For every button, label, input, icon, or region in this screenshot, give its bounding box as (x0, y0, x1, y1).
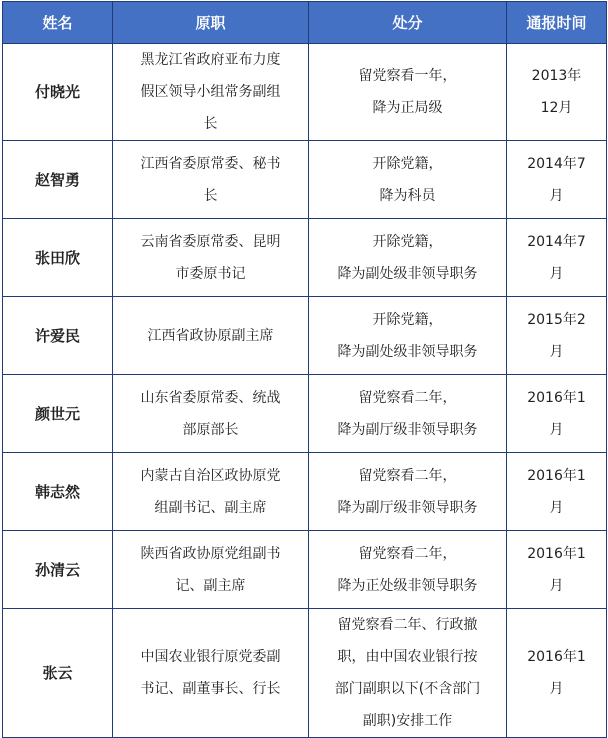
penalty-line: 降为正处级非领导职务 (337, 577, 478, 594)
penalty-line: 开除党籍， (372, 233, 443, 250)
header-row (3, 2, 607, 44)
penalty-line: 降为副处级非领导职务 (337, 265, 478, 282)
penalty-line: 降为正局级 (372, 100, 443, 116)
former-position (113, 609, 309, 738)
former-position (113, 453, 309, 531)
table-body (3, 44, 607, 738)
former-position-line: 书记、副董事长、行长 (140, 681, 281, 697)
penalty-lines (309, 304, 506, 368)
penalty-line: 降为副厅级非领导职务 (337, 421, 478, 438)
table-row (3, 375, 607, 453)
penalty-line: 降为科员 (379, 187, 436, 204)
former-position-lines (113, 382, 308, 446)
notice-date-line: 2016年1 (527, 649, 586, 665)
penalty-line: 留党察看一年， (358, 68, 457, 84)
penalty (309, 609, 507, 738)
notice-date (507, 297, 607, 375)
penalty-lines (309, 60, 506, 124)
official-name: 付晓光 (3, 44, 113, 141)
former-position-line: 江西省委原常委、秘书 (140, 155, 281, 172)
penalty (309, 531, 507, 609)
penalty-lines (309, 538, 506, 602)
official-name: 张云 (3, 609, 113, 738)
official-name: 许爱民 (3, 297, 113, 375)
former-position-lines (113, 460, 308, 524)
penalty-line: 副职)安排工作 (362, 713, 453, 729)
penalty (309, 141, 507, 219)
former-position (113, 375, 309, 453)
notice-date (507, 531, 607, 609)
notice-date (507, 141, 607, 219)
table-row (3, 44, 607, 141)
notice-date-line: 2016年1 (527, 467, 586, 484)
penalty-lines (309, 148, 506, 212)
table-row (3, 297, 607, 375)
table-row (3, 531, 607, 609)
official-name: 韩志然 (3, 453, 113, 531)
penalty (309, 453, 507, 531)
notice-date (507, 375, 607, 453)
notice-date-lines (507, 148, 606, 212)
notice-date-line: 月 (549, 577, 564, 594)
official-name: 颜世元 (3, 375, 113, 453)
notice-date-line: 月 (549, 499, 564, 516)
notice-date-line: 2015年2 (527, 311, 586, 328)
notice-date-line: 2014年7 (527, 155, 586, 172)
former-position-line: 云南省委原常委、昆明 (140, 233, 281, 250)
former-position-line: 长 (203, 116, 218, 132)
former-position-line: 长 (203, 187, 218, 204)
former-position-line: 记、副主席 (175, 577, 246, 594)
notice-date-line: 2014年7 (527, 233, 586, 250)
notice-date-line: 月 (549, 265, 564, 282)
former-position-lines (113, 44, 308, 140)
former-position-line: 市委原书记 (175, 265, 246, 282)
former-position-line: 组副书记、副主席 (154, 499, 267, 516)
notice-date-lines (507, 60, 606, 124)
table-header (3, 2, 607, 44)
former-position (113, 141, 309, 219)
notice-date (507, 44, 607, 141)
former-position-line: 山东省委原常委、统战 (140, 389, 281, 406)
official-name: 孙清云 (3, 531, 113, 609)
former-position-line: 中国农业银行原党委副 (140, 649, 281, 665)
penalty (309, 219, 507, 297)
penalty-line: 开除党籍， (372, 155, 443, 172)
former-position-line: 黑龙江省政府亚布力度 (140, 52, 281, 68)
penalty (309, 375, 507, 453)
notice-date (507, 609, 607, 738)
penalty-lines (309, 382, 506, 446)
header-position: 原职 (113, 2, 309, 44)
notice-date (507, 453, 607, 531)
former-position-lines (113, 320, 308, 352)
penalty (309, 44, 507, 141)
penalty-line: 留党察看二年， (358, 467, 457, 484)
former-position-line: 部原部长 (182, 421, 239, 438)
former-position (113, 531, 309, 609)
header-name: 姓名 (3, 2, 113, 44)
notice-date (507, 219, 607, 297)
table-row (3, 453, 607, 531)
former-position-line: 内蒙古自治区政协原党 (140, 467, 281, 484)
former-position (113, 297, 309, 375)
penalty-line: 降为副厅级非领导职务 (337, 499, 478, 516)
table-row (3, 219, 607, 297)
notice-date-lines (507, 460, 606, 524)
penalty-line: 职，由中国农业银行按 (337, 649, 478, 665)
former-position-line: 陕西省政协原党组副书 (140, 545, 281, 562)
penalty-line: 开除党籍， (372, 311, 443, 328)
former-position-lines (113, 226, 308, 290)
notice-date-line: 2013年 (531, 68, 582, 84)
notice-date-line: 12月 (540, 100, 573, 116)
notice-date-line: 月 (549, 187, 564, 204)
header-penalty: 处分 (309, 2, 507, 44)
official-name: 赵智勇 (3, 141, 113, 219)
penalty-line: 留党察看二年、行政撤 (337, 617, 478, 633)
notice-date-lines (507, 304, 606, 368)
notice-date-lines (507, 226, 606, 290)
former-position-line: 江西省政协原副主席 (147, 327, 274, 344)
penalty-line: 留党察看二年， (358, 545, 457, 562)
penalty-line: 部门副职以下(不含部门 (334, 681, 481, 697)
penalty-lines (309, 226, 506, 290)
former-position-lines (113, 641, 308, 705)
notice-date-lines (507, 382, 606, 446)
header-date: 通报时间 (507, 2, 607, 44)
notice-date-line: 月 (549, 343, 564, 360)
penalty-lines (309, 460, 506, 524)
former-position-line: 假区领导小组常务副组 (140, 84, 281, 100)
penalty-lines (309, 609, 506, 737)
former-position (113, 219, 309, 297)
former-position-lines (113, 538, 308, 602)
notice-date-line: 月 (549, 681, 564, 697)
former-position (113, 44, 309, 141)
notice-date-lines (507, 538, 606, 602)
table-row (3, 609, 607, 738)
penalty-line: 降为副处级非领导职务 (337, 343, 478, 360)
notice-date-line: 月 (549, 421, 564, 438)
penalty (309, 297, 507, 375)
penalty-line: 留党察看二年， (358, 389, 457, 406)
notice-date-lines (507, 641, 606, 705)
table-row (3, 141, 607, 219)
discipline-table (2, 1, 607, 738)
former-position-lines (113, 148, 308, 212)
notice-date-line: 2016年1 (527, 545, 586, 562)
official-name: 张田欣 (3, 219, 113, 297)
notice-date-line: 2016年1 (527, 389, 586, 406)
